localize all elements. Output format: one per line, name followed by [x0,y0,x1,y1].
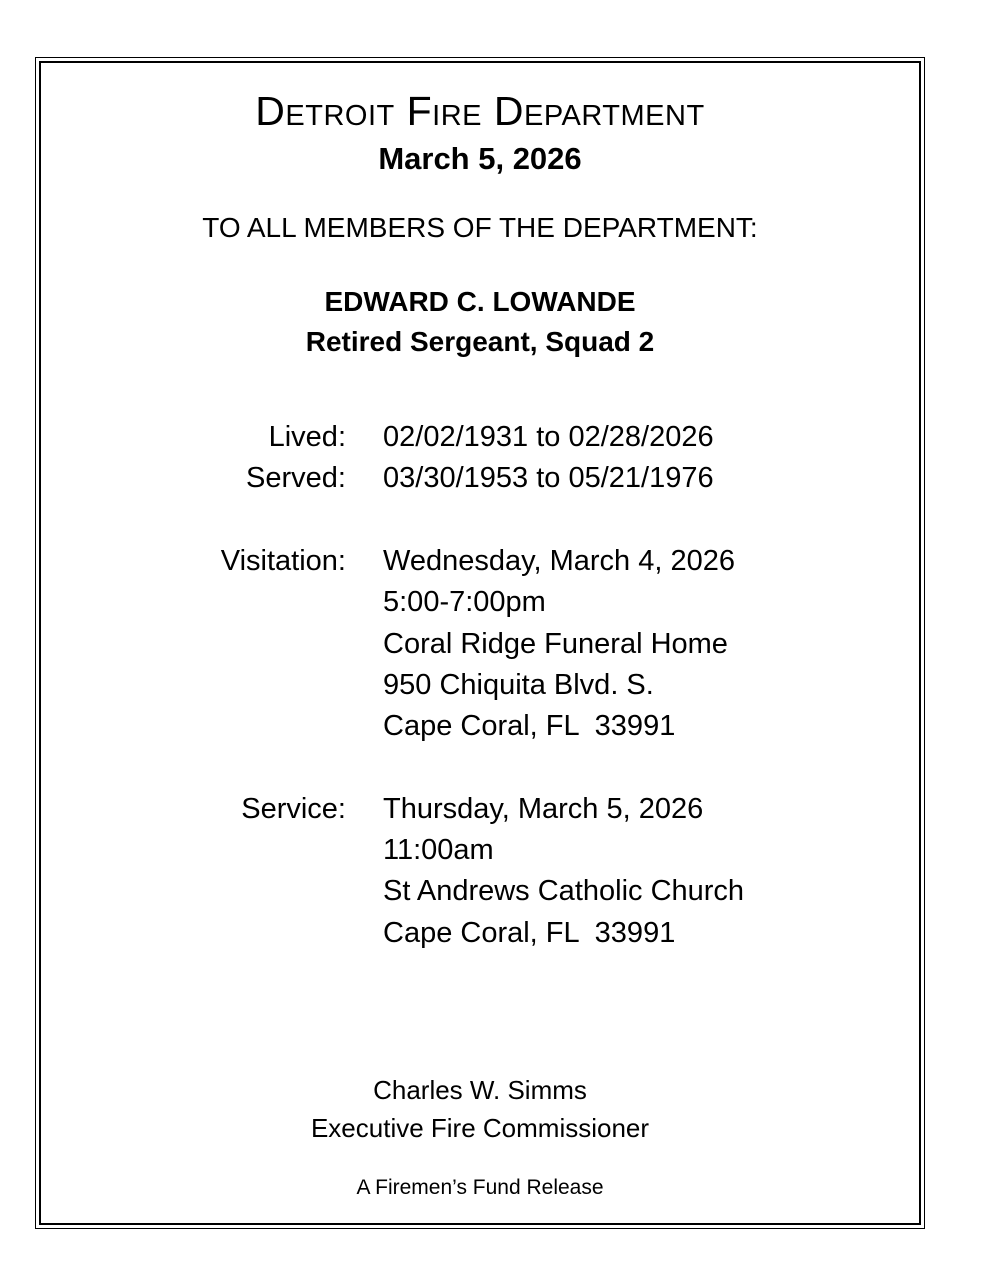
dates-label-column [69,417,346,499]
service-label: Service: [241,793,346,826]
notice-content [41,63,919,1223]
visitation-time: 5:00-7:00pm [383,586,546,619]
signatory-title: Executive Fire Commissioner [310,1112,650,1143]
signatory-name: Charles W. Simms [373,1075,587,1106]
notice-footer [41,1074,919,1201]
visitation-block [69,541,891,747]
member-rank: Retired Sergeant, Squad 2 [305,325,655,357]
service-block [69,789,891,954]
visitation-label: Visitation: [220,545,346,578]
department-title: Detroit Fire Department [255,88,705,134]
addressee-line: TO ALL MEMBERS OF THE DEPARTMENT: [202,212,758,244]
details-section [69,417,891,954]
notice-page-inner-border [39,61,921,1225]
service-value-column [346,789,744,954]
service-date: Thursday, March 5, 2026 [383,793,704,826]
notice-date: March 5, 2026 [378,141,582,177]
visitation-street: 950 Chiquita Blvd. S. [383,668,654,701]
lived-value: 02/02/1931 to 02/28/2026 [383,420,714,453]
service-venue: St Andrews Catholic Church [383,875,745,908]
visitation-venue: Coral Ridge Funeral Home [383,627,728,660]
dates-block [69,417,891,499]
served-label: Served: [246,462,346,495]
service-city-state-zip: Cape Coral, FL 33991 [383,916,676,949]
notice-page-border [35,57,925,1229]
served-value: 03/30/1953 to 05/21/1976 [383,462,714,495]
release-note: A Firemen’s Fund Release [356,1175,604,1199]
lived-label: Lived: [268,420,346,453]
visitation-value-column [346,541,735,747]
visitation-city-state-zip: Cape Coral, FL 33991 [383,709,676,742]
member-name: EDWARD C. LOWANDE [324,285,636,317]
dates-value-column [346,417,714,499]
visitation-date: Wednesday, March 4, 2026 [383,545,735,578]
service-time: 11:00am [383,834,494,867]
